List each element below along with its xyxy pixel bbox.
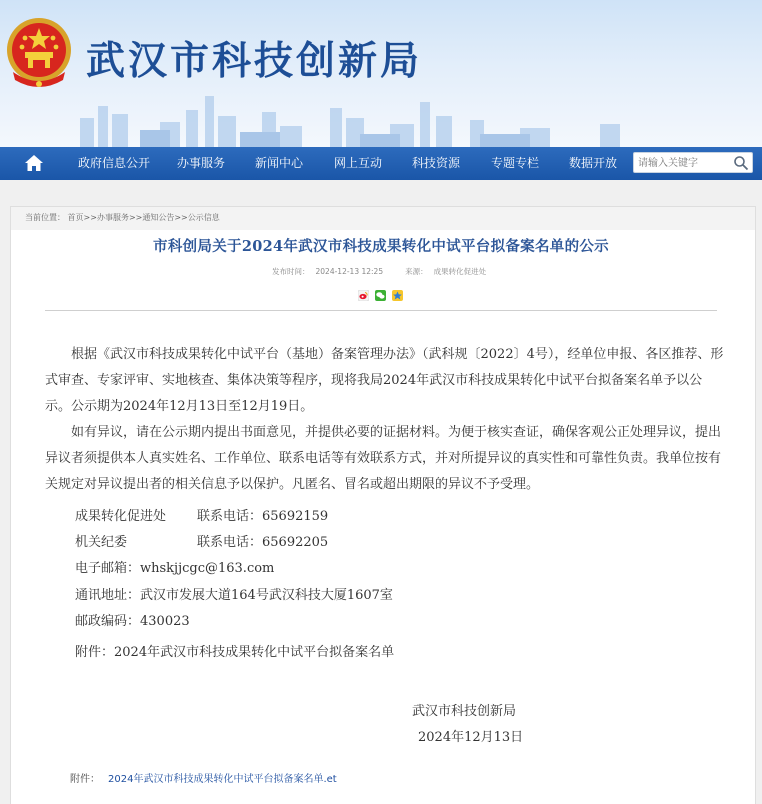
publish-time: 2024-12-13 12:25 — [315, 267, 384, 276]
contact-address: 通讯地址：武汉市发展大道164号武汉科技大厦1607室 — [75, 588, 393, 603]
contact-postcode: 邮政编码：430023 — [75, 614, 190, 629]
breadcrumb-prefix: 当前位置： — [25, 213, 65, 222]
sign-date: 2024年12月13日 — [418, 730, 524, 745]
body-paragraph: 如有异议，请在公示期内提出书面意见，并提供必要的证据材料。为便于核实查证，确保客观公正处理异议，提出异议者须提供本人真实姓名、工作单位、联系电话等有效联系方式，并对所提异议的真实性和可靠性负责。我单位按有关规定对异议提出者的相关信息予以保护。凡匿名、冒名或超出期限的异议不予受理。 — [45, 425, 722, 492]
nav-item-interaction[interactable]: 网上互动 — [334, 156, 383, 170]
breadcrumb — [10, 206, 756, 230]
qzone-share-icon[interactable] — [392, 290, 403, 301]
wechat-share-icon[interactable] — [375, 290, 386, 301]
article-body — [45, 342, 725, 498]
header-banner — [0, 0, 762, 148]
article-meta — [272, 266, 492, 277]
search-box — [633, 152, 753, 173]
article-title: 市科创局关于2024年武汉市科技成果转化中试平台拟备案名单的公示 — [153, 238, 609, 255]
attachment-note: 附件：2024年武汉市科技成果转化中试平台拟备案名单 — [75, 645, 395, 660]
nav-item-gov-info[interactable]: 政府信息公开 — [78, 156, 151, 170]
contact-phone: 联系电话：65692159 — [197, 509, 329, 524]
national-emblem-logo — [3, 14, 75, 92]
nav-item-news[interactable]: 新闻中心 — [255, 156, 304, 170]
nav-item-tech-resources[interactable]: 科技资源 — [412, 156, 461, 170]
search-input[interactable] — [638, 155, 728, 171]
nav-item-services[interactable]: 办事服务 — [177, 156, 226, 170]
city-skyline-graphic — [0, 88, 762, 148]
nav-item-open-data[interactable]: 数据开放 — [569, 156, 618, 170]
contact-email: 电子邮箱：whskjjcgc@163.com — [75, 561, 275, 576]
site-title: 武汉市科技创新局 — [86, 39, 423, 84]
attachment-download-link[interactable]: 2024年武汉市科技成果转化中试平台拟备案名单.et — [108, 774, 337, 785]
source-value: 成果转化促进处 — [433, 267, 487, 276]
contact-dept: 机关纪委 — [75, 535, 128, 550]
attachment-row — [70, 770, 337, 785]
contact-phone: 联系电话：65692205 — [197, 535, 329, 550]
title-divider — [45, 310, 717, 311]
contact-dept: 成果转化促进处 — [75, 509, 167, 524]
search-icon[interactable] — [733, 155, 749, 171]
breadcrumb-path[interactable]: 首页>>办事服务>>通知公告>>公示信息 — [67, 213, 220, 222]
nav-item-special-topics[interactable]: 专题专栏 — [491, 156, 540, 170]
signer: 武汉市科技创新局 — [412, 704, 517, 719]
source-label: 来源： — [405, 267, 428, 276]
weibo-share-icon[interactable] — [358, 290, 369, 301]
body-paragraph: 根据《武汉市科技成果转化中试平台（基地）备案管理办法》（武科规〔2022〕4号），经单位申报、各区推荐、形式审查、专家评审、实地核查、集体决策等程序，现将我局2024年武汉市科技成果转化中试平台拟备案名单予以公示。公示期为2024年12月13日至12月19日。 — [45, 347, 724, 414]
publish-time-label: 发布时间： — [272, 267, 310, 276]
attachment-label: 附件： — [70, 774, 100, 785]
home-icon[interactable] — [24, 154, 44, 172]
